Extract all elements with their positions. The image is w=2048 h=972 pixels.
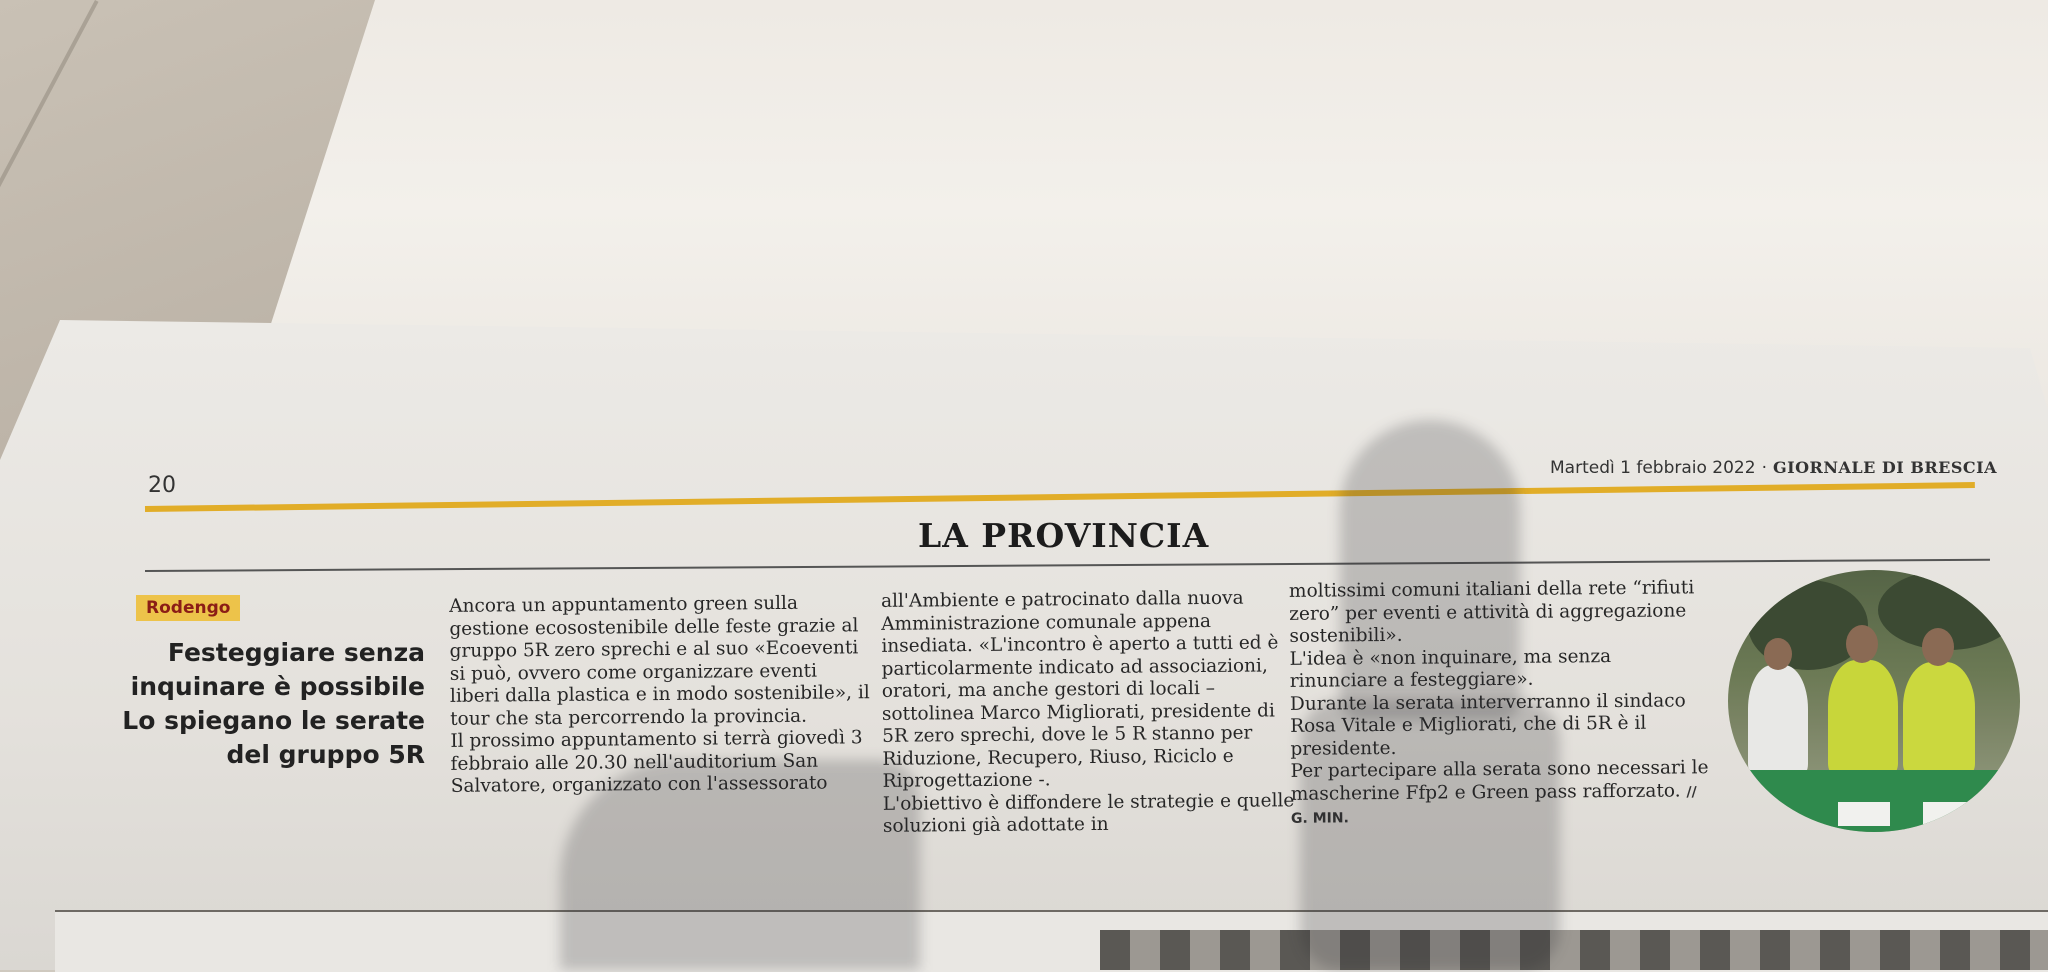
article-column-2: all'Ambiente e patrocinato dalla nuova Amministrazione comunale appena insediata. «L'incontro è aperto a tutti ed è particolarmente indicato ad associazioni, oratori, ma anche gestori di locali – sottolinea Marco Migliorati, presidente di 5R zero sprechi, dove le 5 R stanno per Riduzione, Recupero, Riuso, Riciclo e Riprogettazione -. L'obiettivo è diffondere le strategie e quelle soluzioni già adottate in (880, 587, 1295, 837)
photo-paper (1838, 802, 1890, 826)
photo-person (1748, 665, 1808, 775)
photo-person (1903, 662, 1975, 775)
photo-person-head (1764, 638, 1792, 670)
hand-shadow (1340, 420, 1520, 720)
hand-shadow (1300, 700, 1560, 970)
issue-date: Martedì 1 febbraio 2022 (1550, 458, 1756, 478)
article-headline: Festeggiare senza inquinare è possibile Lo spiegano le serate del gruppo 5R (122, 638, 425, 769)
photo-person-head (1922, 628, 1954, 666)
kicker-location: Rodengo (136, 595, 240, 621)
byline: // G. MIN. (1290, 783, 1697, 827)
hand-shadow (560, 760, 920, 970)
article-photo (1728, 570, 2020, 832)
issue-separator: · (1761, 458, 1767, 478)
page-number: 20 (148, 473, 176, 498)
photo-paper (1923, 802, 1975, 826)
article-column-3-text: moltissimi comuni italiani della rete “rifiuti zero” per eventi e attività di aggregazione sostenibili». L'idea è «non inquinare, ma senza rinunciare a festeggiare». Durante la serata interverranno il sindaco Rosa Vitale e Migliorati, che di 5R è il presidente. Per partecipare alla serata sono necessari le mascherine Ffp2 e Green pass rafforzato. (1288, 577, 1709, 805)
section-title: LA PROVINCIA (918, 516, 1210, 555)
article-column-1: Ancora un appuntamento green sulla gestione ecosostenibile delle feste grazie al gruppo 5R zero sprechi e al suo «Ecoeventi si può, ovvero come organizzare eventi liberi dalla plastica e in modo sostenibile», il tour che sta percorrendo la provincia. Il prossimo appuntamento si terrà giovedì 3 febbraio alle 20.30 nell'auditorium San Salvatore, organizzato con l'assessorato (449, 592, 870, 797)
photo-person (1828, 660, 1898, 775)
photo-person-head (1846, 625, 1878, 663)
lower-page-photo (1100, 930, 2048, 970)
issue-line (1550, 458, 1997, 478)
newspaper-name: GIORNALE DI BRESCIA (1772, 458, 1998, 477)
